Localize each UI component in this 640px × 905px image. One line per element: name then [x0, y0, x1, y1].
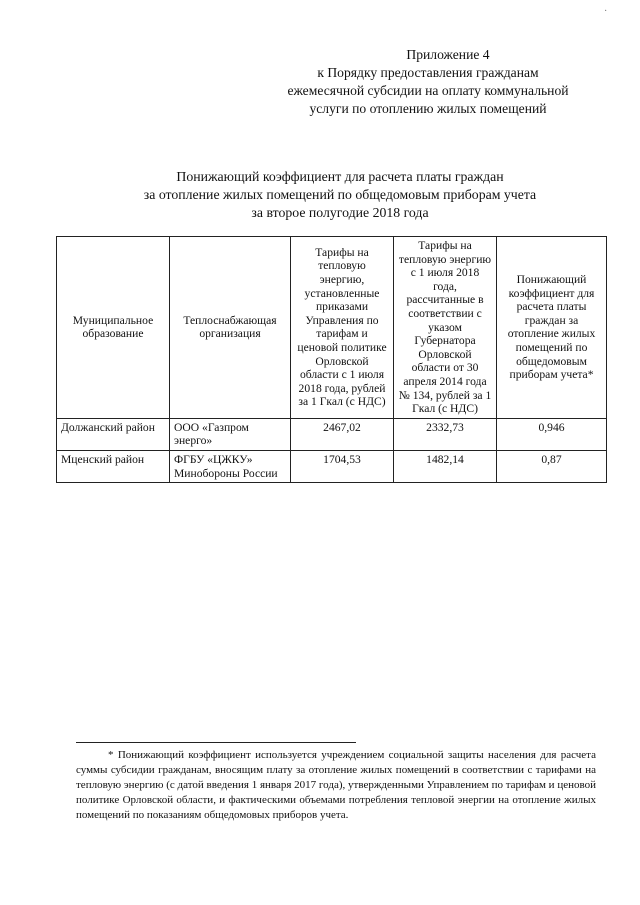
cell-heat-supplier: ООО «Газпром энерго»: [170, 418, 291, 450]
cell-heat-supplier: ФГБУ «ЦЖКУ» Минобороны России: [170, 450, 291, 482]
scan-mark: ·: [604, 6, 608, 17]
title-line-2: за отопление жилых помещений по общедомовым приборам учета: [143, 187, 537, 202]
title-line-3: за второе полугодие 2018 года: [251, 205, 429, 220]
annex-line-3: ежемесячной субсидии на оплату коммунальной: [287, 83, 569, 98]
annex-header: [248, 46, 608, 118]
annex-line-2: к Порядку предоставления гражданам: [317, 65, 539, 80]
cell-tariff-order: 2467,02: [291, 418, 394, 450]
annex-line-1: Приложение 4: [406, 47, 490, 62]
table-header-row: [57, 237, 607, 419]
cell-tariff-decree: 2332,73: [394, 418, 497, 450]
coefficient-table: [56, 236, 607, 483]
table-row: [57, 450, 607, 482]
cell-tariff-decree: 1482,14: [394, 450, 497, 482]
cell-coefficient: 0,87: [497, 450, 607, 482]
title-line-1: Понижающий коэффициент для расчета платы граждан: [176, 169, 504, 184]
header-reducing-coefficient: Понижающий коэффициент для расчета платы граждан за отопление жилых помещений по общедомовым приборам учета*: [497, 237, 607, 419]
document-title: [70, 168, 610, 222]
table-row: [57, 418, 607, 450]
footnote-text: * Понижающий коэффициент используется учреждением социальной защиты населения для расчета суммы субсидии гражданам, вносящим плату за отопление жилых помещений в соответствии с тарифами на тепловую энергию (с датой введения 1 января 2017 года), утвержденными Управлением по тарифам и ценовой политике Орловской области, и фактическими объемами потребления тепловой энергии на отопление жилых помещений по показаниям общедомовых приборов учета.: [76, 749, 596, 821]
cell-municipality: Мценский район: [57, 450, 170, 482]
header-heat-supplier: Теплоснабжающая организация: [170, 237, 291, 419]
header-tariff-decree: Тарифы на тепловую энергию с 1 июля 2018 года, рассчитанные в соответствии с указом Губернатора Орловской области от 30 апреля 2014 года № 134, рублей за 1 Гкал (с НДС): [394, 237, 497, 419]
cell-coefficient: 0,946: [497, 418, 607, 450]
footnote-divider: [76, 742, 356, 743]
header-municipality: Муниципальное образование: [57, 237, 170, 419]
header-tariff-order: Тарифы на тепловую энергию, установленные приказами Управления по тарифам и ценовой политике Орловской области с 1 июля 2018 года, рублей за 1 Гкал (с НДС): [291, 237, 394, 419]
annex-line-4: услуги по отоплению жилых помещений: [309, 101, 547, 116]
cell-tariff-order: 1704,53: [291, 450, 394, 482]
cell-municipality: Должанский район: [57, 418, 170, 450]
